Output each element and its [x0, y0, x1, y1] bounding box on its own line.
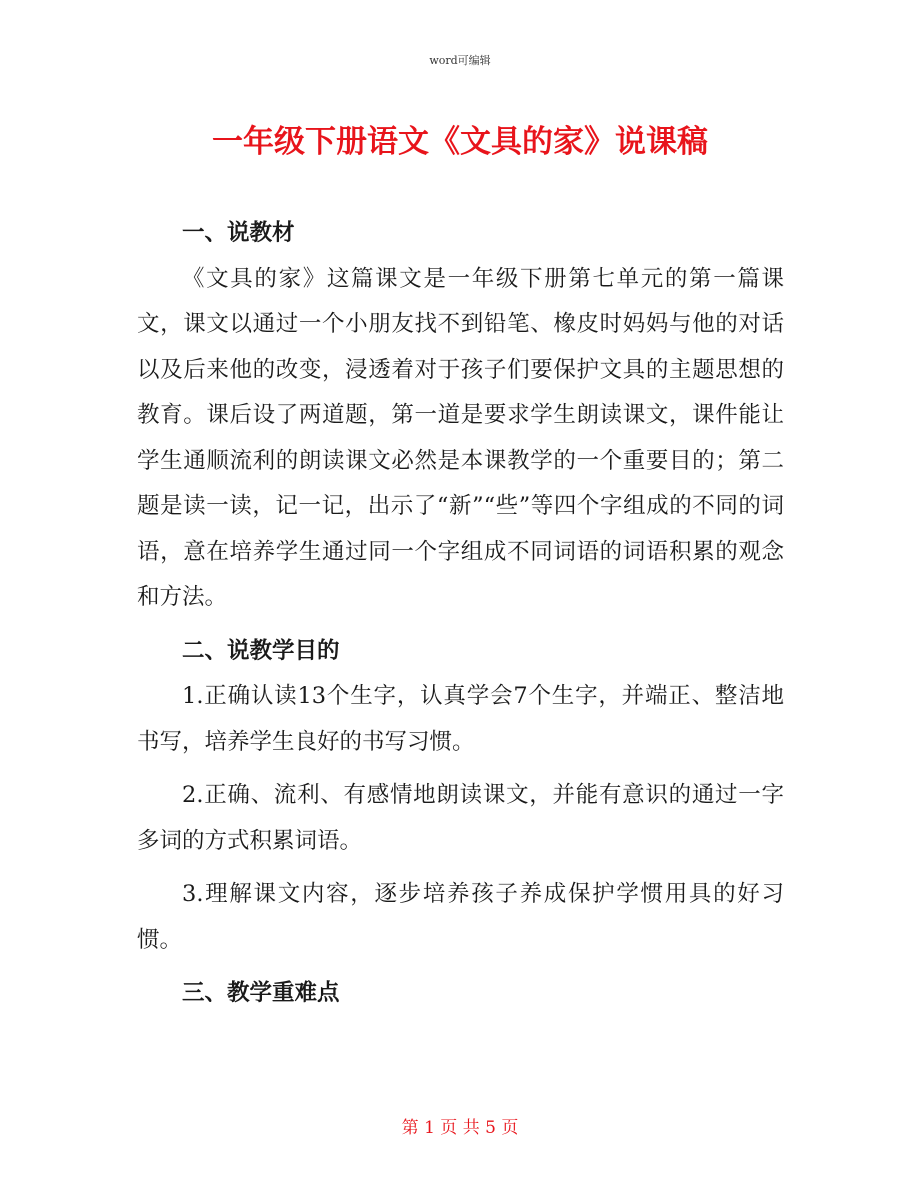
paragraph-objective-1: 1.正确认读13个生字，认真学会7个生字，并端正、整洁地书写，培养学生良好的书写习惯。 — [137, 683, 784, 755]
section-heading-key-points: 三、教学重难点 — [182, 980, 340, 1006]
document-title: 一年级下册语文《文具的家》说课稿 — [212, 124, 708, 160]
section-heading-textbook: 一、说教材 — [182, 220, 295, 246]
section-heading-objectives: 二、说教学目的 — [182, 637, 340, 664]
page-header: word可编辑 — [429, 54, 491, 67]
paragraph-objective-2: 2.正确、流利、有感情地朗读课文，并能有意识的通过一字多词的方式积累词语。 — [137, 782, 784, 854]
paragraph-textbook: 《文具的家》这篇课文是一年级下册第七单元的第一篇课文，课文以通过一个小朋友找不到铅笔、橡皮时妈妈与他的对话以及后来他的改变，浸透着对于孩子们要保护文具的主题思想的教育。课后设了两道题，第一道是要求学生朗读课文，课件能让学生通顺流利的朗读课文必然是本课教学的一个重要目的；第二题是读一读，记一记，出示了“新”“些”等四个字组成的不同的词语，意在培养学生通过同一个字组成不同词语的词语积累的观念和方法。 — [137, 265, 784, 610]
page-footer: 第 1 页 共 5 页 — [401, 1118, 519, 1138]
paragraph-objective-3: 3.理解课文内容，逐步培养孩子养成保护学惯用具的好习惯。 — [137, 881, 784, 953]
document-body — [137, 211, 784, 1017]
